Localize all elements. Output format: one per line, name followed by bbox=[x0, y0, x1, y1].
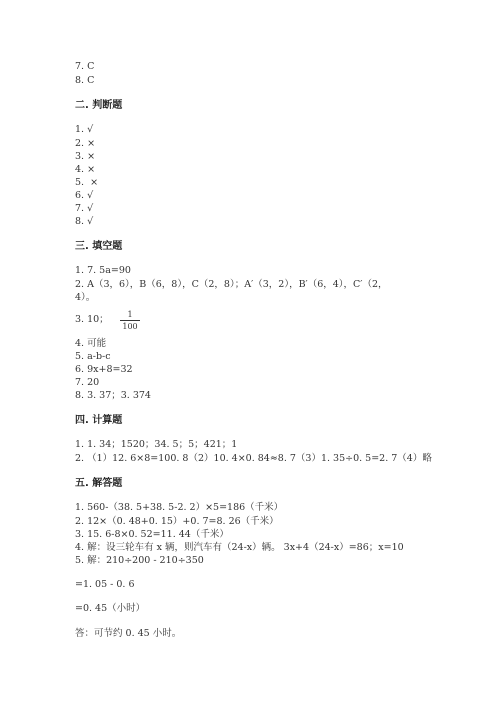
answer-4: 4. 解：设三轮车有 x 辆，则汽车有（24-x）辆。 3x+4（24-x）=86；x=10 bbox=[75, 542, 404, 553]
fraction-denominator: 100 bbox=[122, 322, 138, 331]
fill-answer-1: 1. 7. 5a=90 bbox=[75, 265, 131, 276]
fill-answer-7: 7. 20 bbox=[75, 377, 100, 388]
judge-answer-2: 2. × bbox=[75, 138, 96, 149]
answer-5: 5. 解：210÷200 - 210÷350 bbox=[75, 555, 204, 566]
answer-5-step-1: =1. 05 - 0. 6 bbox=[75, 579, 135, 590]
fill-answer-5: 5. a-b-c bbox=[75, 351, 111, 362]
fill-answer-2-cont: 4）。 bbox=[75, 292, 96, 303]
fill-answer-6: 6. 9x+8=32 bbox=[75, 364, 133, 375]
fill-answer-4: 4. 可能 bbox=[75, 338, 107, 349]
judge-answer-3: 3. × bbox=[75, 151, 96, 162]
answer-5-conclusion: 答：可节约 0. 45 小时。 bbox=[75, 628, 182, 639]
judge-answer-8: 8. √ bbox=[75, 216, 94, 227]
judge-answer-4: 4. × bbox=[75, 164, 96, 175]
judge-answer-6: 6. √ bbox=[75, 190, 94, 201]
fill-answer-3: 3. 10； bbox=[75, 314, 109, 325]
section-title-calc: 四. 计算题 bbox=[75, 415, 123, 426]
mc-answer-8: 8. C bbox=[75, 75, 95, 86]
answer-1: 1. 560-（38. 5+38. 5-2. 2）×5=186（千米） bbox=[75, 502, 284, 513]
fraction-bar bbox=[120, 320, 140, 321]
judge-answer-1: 1. √ bbox=[75, 124, 94, 135]
calc-answer-1: 1. 1. 34；1520；34. 5；5；421；1 bbox=[75, 439, 238, 450]
section-title-fill: 三. 填空题 bbox=[75, 241, 123, 252]
calc-answer-2: 2. （1）12. 6×8=100. 8（2）10. 4×0. 84≈8. 7（3）1. 35÷0. 5=2. 7（4）略 bbox=[75, 453, 432, 464]
section-title-judge: 二. 判断题 bbox=[75, 100, 123, 111]
fill-answer-2: 2. A（3，6），B（6，8），C（2，8）；A′（3，2），B′（6，4），C′（2， bbox=[75, 279, 388, 290]
section-title-answer: 五. 解答题 bbox=[75, 478, 123, 489]
judge-answer-5: 5. × bbox=[75, 177, 99, 188]
mc-answer-7: 7. C bbox=[75, 61, 95, 72]
answer-2: 2. 12×（0. 48+0. 15）+0. 7=8. 26（千米） bbox=[75, 516, 279, 527]
fraction-one-hundredth bbox=[120, 310, 140, 331]
answer-3: 3. 15. 6-8×0. 52=11. 44（千米） bbox=[75, 529, 229, 540]
judge-answer-7: 7. √ bbox=[75, 203, 94, 214]
fill-answer-8: 8. 3. 37；3. 374 bbox=[75, 390, 151, 401]
fraction-numerator: 1 bbox=[127, 310, 133, 319]
answer-5-step-2: =0. 45（小时） bbox=[75, 603, 146, 614]
